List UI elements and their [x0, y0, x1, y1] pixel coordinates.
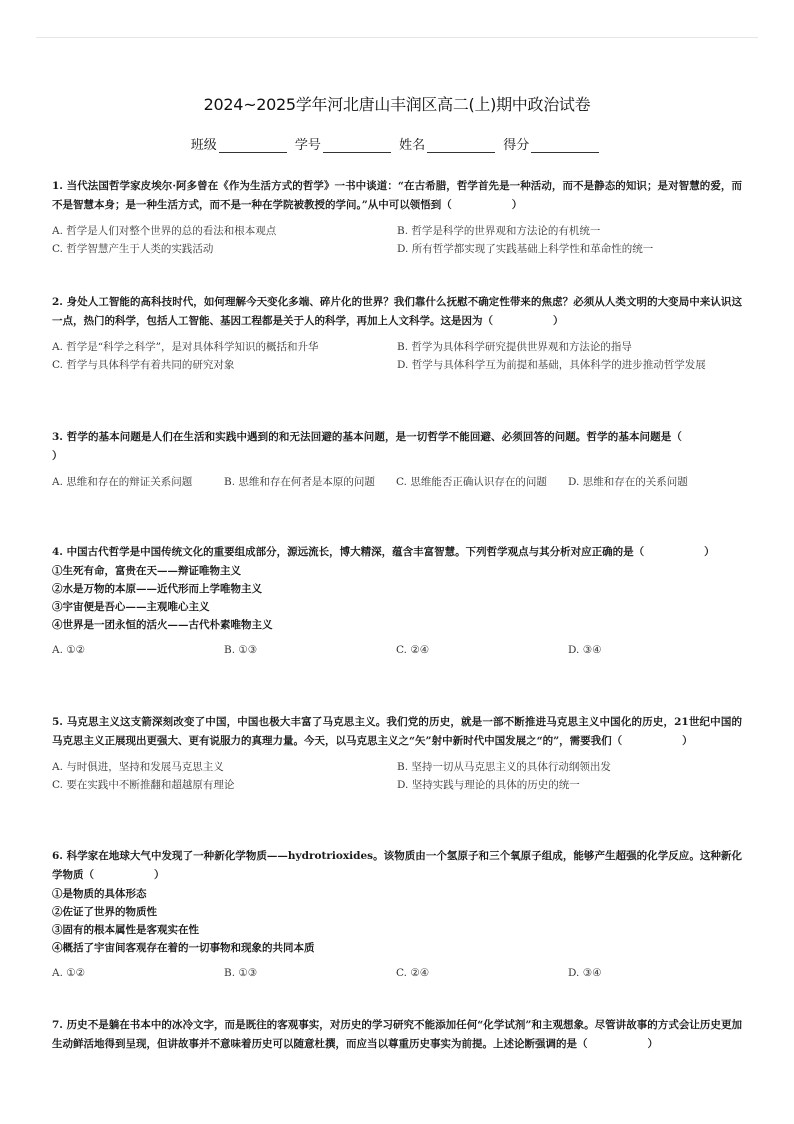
statement-1: ①生死有命，富贵在天——辩证唯物主义	[52, 565, 241, 577]
top-rule	[36, 37, 758, 38]
option-b[interactable]: B. 哲学为具体科学研究提供世界观和方法论的指导	[397, 341, 632, 353]
question-stem: 5. 马克思主义这支箭深刻改变了中国，中国也极大丰富了马克思主义。我们党的历史，就是一部不断推进马克思主义中国化的历史，21世纪中国的马克思主义正展现出更强大、更有说服力的真理力量。今天，以马克思主义之“矢”射中新时代中国发展之“的”，需要我们（ ）	[52, 716, 742, 747]
option-a[interactable]: A. 与时俱进，坚持和发展马克思主义	[52, 761, 224, 773]
question-1	[52, 177, 742, 258]
options	[52, 223, 742, 258]
options	[52, 339, 742, 374]
statement-4: ④概括了宇宙间客观存在着的一切事物和现象的共同本质	[52, 942, 315, 954]
option-b[interactable]: B. ①③	[224, 967, 258, 979]
name-blank[interactable]	[427, 138, 495, 153]
question-stem: 6. 科学家在地球大气中发现了一种新化学物质——hydrotrioxides。该物质由一个氢原子和三个氧原子组成，能够产生超强的化学反应。这种新化学物质（ ）	[52, 850, 742, 881]
option-c[interactable]: C. 哲学智慧产生于人类的实践活动	[52, 242, 214, 255]
option-c[interactable]: C. ②④	[396, 967, 430, 979]
options	[52, 965, 742, 983]
student-number-blank[interactable]	[323, 138, 391, 153]
student-number-field: 学号	[295, 134, 395, 153]
option-c[interactable]: C. 哲学与具体科学有着共同的研究对象	[52, 358, 235, 371]
question-2	[52, 293, 742, 374]
option-a[interactable]: A. ①②	[52, 967, 86, 979]
option-d[interactable]: D. 坚持实践与理论的具体的历史的统一	[397, 778, 580, 791]
options	[52, 642, 742, 660]
options	[52, 759, 742, 794]
option-d[interactable]: D. ③④	[568, 644, 602, 656]
class-blank[interactable]	[219, 138, 287, 153]
option-c[interactable]: C. ②④	[396, 644, 430, 656]
question-stem: 4. 中国古代哲学是中国传统文化的重要组成部分，源远流长，博大精深，蕴含丰富智慧。下列哲学观点与其分析对应正确的是（ ）	[52, 546, 715, 558]
option-b[interactable]: B. 哲学是科学的世界观和方法论的有机统一	[397, 225, 601, 237]
statement-2: ②水是万物的本原——近代形而上学唯物主义	[52, 583, 262, 595]
question-3	[52, 428, 742, 492]
statement-1: ①是物质的具体形态	[52, 888, 147, 900]
option-b[interactable]: B. 坚持一切从马克思主义的具体行动纲领出发	[397, 761, 611, 773]
options	[52, 474, 742, 492]
question-6	[52, 847, 742, 983]
option-d[interactable]: D. 思维和存在的关系问题	[568, 476, 688, 488]
student-info-row	[0, 134, 794, 153]
statement-2: ②佐证了世界的物质性	[52, 906, 157, 918]
option-a[interactable]: A. 思维和存在的辩证关系问题	[52, 476, 193, 488]
question-4	[52, 543, 742, 660]
option-b[interactable]: B. ①③	[224, 644, 258, 656]
class-field: 班级	[191, 134, 291, 153]
name-field: 姓名	[399, 134, 499, 153]
question-stem: 1. 当代法国哲学家皮埃尔·阿多曾在《作为生活方式的哲学》一书中谈道：“在古希腊，哲学首先是一种活动，而不是静态的知识；是对智慧的爱，而不是智慧本身；是一种生活方式，而不是一种在学院被教授的学问。”从中可以领悟到（ ）	[52, 180, 742, 211]
page-title: 2024~2025学年河北唐山丰润区高二(上)期中政治试卷	[203, 95, 591, 114]
option-c[interactable]: C. 思维能否正确认识存在的问题	[396, 476, 547, 488]
score-blank[interactable]	[531, 138, 599, 153]
option-d[interactable]: D. ③④	[568, 967, 602, 979]
statement-3: ③宇宙便是吾心——主观唯心主义	[52, 601, 210, 613]
option-c[interactable]: C. 要在实践中不断推翻和超越原有理论	[52, 778, 235, 791]
question-stem: 7. 历史不是躺在书本中的冰冷文字，而是既往的客观事实，对历史的学习研究不能添加任何“化学试剂”和主观想象。尽管讲故事的方式会让历史更加生动鲜活地得到呈现，但讲故事并不意味着历史可以随意杜撰，而应当以尊重历史事实为前提。上述论断强调的是（ ）	[52, 1019, 742, 1050]
option-d[interactable]: D. 哲学与具体科学互为前提和基础，具体科学的进步推动哲学发展	[397, 358, 706, 371]
option-a[interactable]: A. 哲学是“科学之科学”，是对具体科学知识的概括和升华	[52, 341, 319, 353]
option-a[interactable]: A. 哲学是人们对整个世界的总的看法和根本观点	[52, 225, 277, 237]
option-b[interactable]: B. 思维和存在何者是本原的问题	[224, 476, 375, 488]
question-stem: 3. 哲学的基本问题是人们在生活和实践中遇到的和无法回避的基本问题，是一切哲学不能回避、必须回答的问题。哲学的基本问题是（）	[52, 431, 682, 462]
option-a[interactable]: A. ①②	[52, 644, 86, 656]
statement-4: ④世界是一团永恒的活火——古代朴素唯物主义	[52, 619, 273, 631]
question-7	[52, 1016, 742, 1054]
question-stem: 2. 身处人工智能的高科技时代，如何理解今天变化多端、碎片化的世界？我们靠什么抚慰不确定性带来的焦虑？必须从人类文明的大变局中来认识这一点，热门的科学，包括人工智能、基因工程都是关于人的科学，再加上人文科学。这是因为（ ）	[52, 296, 742, 327]
question-5	[52, 713, 742, 794]
statement-3: ③固有的根本属性是客观实在性	[52, 924, 199, 936]
score-field: 得分	[503, 134, 603, 153]
option-d[interactable]: D. 所有哲学都实现了实践基础上科学性和革命性的统一	[397, 242, 654, 255]
